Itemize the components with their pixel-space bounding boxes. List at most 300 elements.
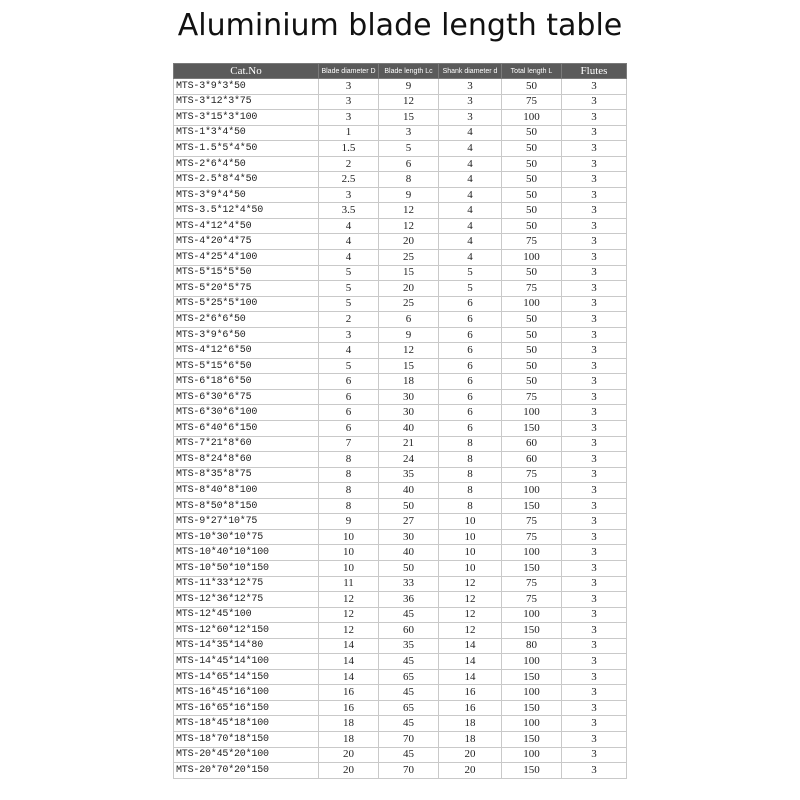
flutes-cell: 3 bbox=[562, 156, 627, 172]
cat-no-cell: MTS-10*40*10*100 bbox=[174, 545, 319, 561]
shank-diameter-cell: 18 bbox=[439, 731, 502, 747]
table-row bbox=[174, 79, 627, 95]
table-row bbox=[174, 141, 627, 157]
shank-diameter-cell: 6 bbox=[439, 327, 502, 343]
total-length-cell: 50 bbox=[502, 312, 562, 328]
cat-no-cell: MTS-8*24*8*60 bbox=[174, 452, 319, 468]
cat-no-cell: MTS-6*30*6*100 bbox=[174, 405, 319, 421]
shank-diameter-cell: 8 bbox=[439, 452, 502, 468]
table-row bbox=[174, 545, 627, 561]
table-row bbox=[174, 187, 627, 203]
cat-no-cell: MTS-8*50*8*150 bbox=[174, 498, 319, 514]
total-length-cell: 75 bbox=[502, 514, 562, 530]
blade-length-cell: 30 bbox=[379, 389, 439, 405]
blade-diameter-cell: 6 bbox=[319, 421, 379, 437]
table-row bbox=[174, 638, 627, 654]
blade-diameter-cell: 9 bbox=[319, 514, 379, 530]
shank-diameter-cell: 4 bbox=[439, 172, 502, 188]
table-row bbox=[174, 389, 627, 405]
blade-length-cell: 6 bbox=[379, 312, 439, 328]
blade-length-cell: 70 bbox=[379, 731, 439, 747]
blade-diameter-cell: 12 bbox=[319, 607, 379, 623]
table-row bbox=[174, 125, 627, 141]
total-length-cell: 150 bbox=[502, 731, 562, 747]
blade-length-cell: 25 bbox=[379, 250, 439, 266]
cat-no-cell: MTS-14*45*14*100 bbox=[174, 654, 319, 670]
blade-length-cell: 15 bbox=[379, 265, 439, 281]
shank-diameter-cell: 10 bbox=[439, 545, 502, 561]
shank-diameter-cell: 4 bbox=[439, 141, 502, 157]
total-length-cell: 50 bbox=[502, 141, 562, 157]
total-length-cell: 50 bbox=[502, 203, 562, 219]
total-length-cell: 50 bbox=[502, 374, 562, 390]
flutes-cell: 3 bbox=[562, 141, 627, 157]
flutes-cell: 3 bbox=[562, 374, 627, 390]
flutes-cell: 3 bbox=[562, 110, 627, 126]
blade-length-cell: 60 bbox=[379, 623, 439, 639]
blade-diameter-cell: 12 bbox=[319, 592, 379, 608]
blade-length-cell: 50 bbox=[379, 560, 439, 576]
blade-diameter-cell: 3 bbox=[319, 94, 379, 110]
blade-diameter-cell: 10 bbox=[319, 545, 379, 561]
table-row bbox=[174, 514, 627, 530]
flutes-cell: 3 bbox=[562, 654, 627, 670]
total-length-cell: 100 bbox=[502, 250, 562, 266]
blade-diameter-cell: 18 bbox=[319, 731, 379, 747]
cat-no-cell: MTS-2.5*8*4*50 bbox=[174, 172, 319, 188]
shank-diameter-cell: 6 bbox=[439, 358, 502, 374]
blade-diameter-cell: 4 bbox=[319, 218, 379, 234]
shank-diameter-cell: 18 bbox=[439, 716, 502, 732]
blade-diameter-cell: 11 bbox=[319, 576, 379, 592]
blade-length-cell: 65 bbox=[379, 700, 439, 716]
total-length-cell: 75 bbox=[502, 389, 562, 405]
blade-length-cell: 12 bbox=[379, 203, 439, 219]
blade-length-cell: 40 bbox=[379, 483, 439, 499]
cat-no-cell: MTS-6*18*6*50 bbox=[174, 374, 319, 390]
flutes-cell: 3 bbox=[562, 638, 627, 654]
blade-length-cell: 21 bbox=[379, 436, 439, 452]
blade-diameter-cell: 12 bbox=[319, 623, 379, 639]
shank-diameter-cell: 4 bbox=[439, 234, 502, 250]
total-length-cell: 150 bbox=[502, 669, 562, 685]
table-row bbox=[174, 685, 627, 701]
blade-diameter-cell: 5 bbox=[319, 358, 379, 374]
cat-no-cell: MTS-5*15*6*50 bbox=[174, 358, 319, 374]
table-row bbox=[174, 436, 627, 452]
flutes-cell: 3 bbox=[562, 125, 627, 141]
flutes-cell: 3 bbox=[562, 560, 627, 576]
table-row bbox=[174, 700, 627, 716]
cat-no-cell: MTS-10*30*10*75 bbox=[174, 529, 319, 545]
blade-length-cell: 12 bbox=[379, 218, 439, 234]
total-length-cell: 100 bbox=[502, 685, 562, 701]
blade-length-cell: 45 bbox=[379, 607, 439, 623]
flutes-cell: 3 bbox=[562, 731, 627, 747]
cat-no-cell: MTS-18*45*18*100 bbox=[174, 716, 319, 732]
blade-diameter-cell: 16 bbox=[319, 700, 379, 716]
cat-no-cell: MTS-5*15*5*50 bbox=[174, 265, 319, 281]
blade-length-cell: 5 bbox=[379, 141, 439, 157]
table-row bbox=[174, 669, 627, 685]
blade-diameter-cell: 2.5 bbox=[319, 172, 379, 188]
shank-diameter-cell: 8 bbox=[439, 498, 502, 514]
flutes-cell: 3 bbox=[562, 452, 627, 468]
flutes-cell: 3 bbox=[562, 312, 627, 328]
cat-no-cell: MTS-4*20*4*75 bbox=[174, 234, 319, 250]
shank-diameter-cell: 3 bbox=[439, 110, 502, 126]
cat-no-cell: MTS-3*9*3*50 bbox=[174, 79, 319, 95]
flutes-cell: 3 bbox=[562, 763, 627, 779]
cat-no-cell: MTS-11*33*12*75 bbox=[174, 576, 319, 592]
shank-diameter-cell: 6 bbox=[439, 389, 502, 405]
total-length-cell: 50 bbox=[502, 187, 562, 203]
table-row bbox=[174, 110, 627, 126]
total-length-cell: 150 bbox=[502, 560, 562, 576]
blade-diameter-cell: 8 bbox=[319, 483, 379, 499]
table-row bbox=[174, 747, 627, 763]
table-row bbox=[174, 218, 627, 234]
blade-length-cell: 45 bbox=[379, 654, 439, 670]
cat-no-cell: MTS-20*70*20*150 bbox=[174, 763, 319, 779]
table-row bbox=[174, 560, 627, 576]
blade-diameter-cell: 10 bbox=[319, 560, 379, 576]
blade-diameter-cell: 3 bbox=[319, 110, 379, 126]
table-row bbox=[174, 250, 627, 266]
blade-diameter-cell: 5 bbox=[319, 296, 379, 312]
flutes-cell: 3 bbox=[562, 576, 627, 592]
total-length-cell: 75 bbox=[502, 467, 562, 483]
total-length-cell: 100 bbox=[502, 545, 562, 561]
total-length-cell: 150 bbox=[502, 623, 562, 639]
table-row bbox=[174, 327, 627, 343]
cat-no-cell: MTS-3*9*6*50 bbox=[174, 327, 319, 343]
cat-no-cell: MTS-3.5*12*4*50 bbox=[174, 203, 319, 219]
blade-diameter-cell: 2 bbox=[319, 312, 379, 328]
table-row bbox=[174, 716, 627, 732]
flutes-cell: 3 bbox=[562, 250, 627, 266]
cat-no-cell: MTS-3*9*4*50 bbox=[174, 187, 319, 203]
flutes-cell: 3 bbox=[562, 79, 627, 95]
flutes-cell: 3 bbox=[562, 607, 627, 623]
blade-diameter-cell: 1 bbox=[319, 125, 379, 141]
header-shank-diameter: Shank diameter d bbox=[439, 64, 502, 79]
total-length-cell: 75 bbox=[502, 281, 562, 297]
blade-diameter-cell: 3 bbox=[319, 79, 379, 95]
blade-diameter-cell: 6 bbox=[319, 374, 379, 390]
header-flutes: Flutes bbox=[562, 64, 627, 79]
blade-length-cell: 30 bbox=[379, 405, 439, 421]
shank-diameter-cell: 12 bbox=[439, 592, 502, 608]
table-row bbox=[174, 156, 627, 172]
flutes-cell: 3 bbox=[562, 327, 627, 343]
total-length-cell: 75 bbox=[502, 94, 562, 110]
blade-length-cell: 9 bbox=[379, 187, 439, 203]
table-row bbox=[174, 296, 627, 312]
blade-length-cell: 18 bbox=[379, 374, 439, 390]
blade-length-cell: 20 bbox=[379, 234, 439, 250]
cat-no-cell: MTS-3*15*3*100 bbox=[174, 110, 319, 126]
flutes-cell: 3 bbox=[562, 716, 627, 732]
cat-no-cell: MTS-10*50*10*150 bbox=[174, 560, 319, 576]
table-row bbox=[174, 265, 627, 281]
shank-diameter-cell: 10 bbox=[439, 560, 502, 576]
total-length-cell: 100 bbox=[502, 110, 562, 126]
flutes-cell: 3 bbox=[562, 389, 627, 405]
cat-no-cell: MTS-5*20*5*75 bbox=[174, 281, 319, 297]
table-row bbox=[174, 498, 627, 514]
cat-no-cell: MTS-14*35*14*80 bbox=[174, 638, 319, 654]
blade-length-cell: 8 bbox=[379, 172, 439, 188]
total-length-cell: 50 bbox=[502, 79, 562, 95]
flutes-cell: 3 bbox=[562, 467, 627, 483]
flutes-cell: 3 bbox=[562, 421, 627, 437]
cat-no-cell: MTS-6*40*6*150 bbox=[174, 421, 319, 437]
shank-diameter-cell: 14 bbox=[439, 638, 502, 654]
header-cat-no: Cat.No bbox=[174, 64, 319, 79]
blade-length-table bbox=[173, 63, 627, 779]
flutes-cell: 3 bbox=[562, 685, 627, 701]
cat-no-cell: MTS-12*60*12*150 bbox=[174, 623, 319, 639]
table-body bbox=[174, 79, 627, 779]
page-title: Aluminium blade length table bbox=[177, 8, 623, 43]
table-row bbox=[174, 94, 627, 110]
shank-diameter-cell: 12 bbox=[439, 576, 502, 592]
total-length-cell: 50 bbox=[502, 265, 562, 281]
blade-length-cell: 45 bbox=[379, 685, 439, 701]
cat-no-cell: MTS-7*21*8*60 bbox=[174, 436, 319, 452]
total-length-cell: 150 bbox=[502, 700, 562, 716]
shank-diameter-cell: 6 bbox=[439, 343, 502, 359]
shank-diameter-cell: 14 bbox=[439, 669, 502, 685]
total-length-cell: 150 bbox=[502, 421, 562, 437]
blade-diameter-cell: 16 bbox=[319, 685, 379, 701]
blade-length-cell: 12 bbox=[379, 343, 439, 359]
table-row bbox=[174, 452, 627, 468]
shank-diameter-cell: 6 bbox=[439, 405, 502, 421]
flutes-cell: 3 bbox=[562, 405, 627, 421]
shank-diameter-cell: 6 bbox=[439, 296, 502, 312]
blade-diameter-cell: 14 bbox=[319, 638, 379, 654]
shank-diameter-cell: 4 bbox=[439, 156, 502, 172]
blade-diameter-cell: 8 bbox=[319, 452, 379, 468]
table-row bbox=[174, 203, 627, 219]
shank-diameter-cell: 14 bbox=[439, 654, 502, 670]
blade-length-cell: 36 bbox=[379, 592, 439, 608]
table-row bbox=[174, 607, 627, 623]
flutes-cell: 3 bbox=[562, 669, 627, 685]
cat-no-cell: MTS-4*12*6*50 bbox=[174, 343, 319, 359]
total-length-cell: 100 bbox=[502, 747, 562, 763]
shank-diameter-cell: 4 bbox=[439, 250, 502, 266]
table-row bbox=[174, 172, 627, 188]
table-row bbox=[174, 467, 627, 483]
shank-diameter-cell: 8 bbox=[439, 436, 502, 452]
table-row bbox=[174, 654, 627, 670]
blade-diameter-cell: 8 bbox=[319, 498, 379, 514]
cat-no-cell: MTS-1.5*5*4*50 bbox=[174, 141, 319, 157]
total-length-cell: 50 bbox=[502, 327, 562, 343]
table-row bbox=[174, 343, 627, 359]
table-row bbox=[174, 374, 627, 390]
flutes-cell: 3 bbox=[562, 218, 627, 234]
total-length-cell: 75 bbox=[502, 592, 562, 608]
cat-no-cell: MTS-2*6*4*50 bbox=[174, 156, 319, 172]
total-length-cell: 150 bbox=[502, 763, 562, 779]
flutes-cell: 3 bbox=[562, 747, 627, 763]
flutes-cell: 3 bbox=[562, 514, 627, 530]
cat-no-cell: MTS-14*65*14*150 bbox=[174, 669, 319, 685]
blade-diameter-cell: 20 bbox=[319, 747, 379, 763]
blade-length-cell: 20 bbox=[379, 281, 439, 297]
table-row bbox=[174, 234, 627, 250]
blade-length-cell: 45 bbox=[379, 747, 439, 763]
table-row bbox=[174, 731, 627, 747]
cat-no-cell: MTS-16*45*16*100 bbox=[174, 685, 319, 701]
table-header-row bbox=[174, 64, 627, 79]
blade-diameter-cell: 5 bbox=[319, 281, 379, 297]
total-length-cell: 80 bbox=[502, 638, 562, 654]
blade-diameter-cell: 3.5 bbox=[319, 203, 379, 219]
blade-length-cell: 50 bbox=[379, 498, 439, 514]
blade-length-cell: 45 bbox=[379, 716, 439, 732]
blade-diameter-cell: 6 bbox=[319, 389, 379, 405]
shank-diameter-cell: 16 bbox=[439, 685, 502, 701]
total-length-cell: 100 bbox=[502, 296, 562, 312]
cat-no-cell: MTS-4*12*4*50 bbox=[174, 218, 319, 234]
total-length-cell: 100 bbox=[502, 405, 562, 421]
cat-no-cell: MTS-1*3*4*50 bbox=[174, 125, 319, 141]
table-row bbox=[174, 576, 627, 592]
blade-length-cell: 65 bbox=[379, 669, 439, 685]
blade-diameter-cell: 18 bbox=[319, 716, 379, 732]
total-length-cell: 50 bbox=[502, 172, 562, 188]
flutes-cell: 3 bbox=[562, 592, 627, 608]
shank-diameter-cell: 12 bbox=[439, 623, 502, 639]
flutes-cell: 3 bbox=[562, 483, 627, 499]
blade-length-cell: 9 bbox=[379, 79, 439, 95]
flutes-cell: 3 bbox=[562, 296, 627, 312]
blade-length-cell: 35 bbox=[379, 467, 439, 483]
flutes-cell: 3 bbox=[562, 203, 627, 219]
blade-length-cell: 40 bbox=[379, 421, 439, 437]
total-length-cell: 75 bbox=[502, 529, 562, 545]
shank-diameter-cell: 6 bbox=[439, 374, 502, 390]
cat-no-cell: MTS-3*12*3*75 bbox=[174, 94, 319, 110]
shank-diameter-cell: 3 bbox=[439, 94, 502, 110]
blade-length-cell: 35 bbox=[379, 638, 439, 654]
shank-diameter-cell: 6 bbox=[439, 421, 502, 437]
table-row bbox=[174, 592, 627, 608]
blade-diameter-cell: 2 bbox=[319, 156, 379, 172]
blade-length-cell: 15 bbox=[379, 358, 439, 374]
blade-diameter-cell: 14 bbox=[319, 669, 379, 685]
blade-length-cell: 70 bbox=[379, 763, 439, 779]
blade-length-cell: 25 bbox=[379, 296, 439, 312]
flutes-cell: 3 bbox=[562, 700, 627, 716]
flutes-cell: 3 bbox=[562, 343, 627, 359]
flutes-cell: 3 bbox=[562, 545, 627, 561]
blade-length-cell: 27 bbox=[379, 514, 439, 530]
blade-diameter-cell: 8 bbox=[319, 467, 379, 483]
flutes-cell: 3 bbox=[562, 281, 627, 297]
table-row bbox=[174, 623, 627, 639]
cat-no-cell: MTS-12*36*12*75 bbox=[174, 592, 319, 608]
shank-diameter-cell: 4 bbox=[439, 218, 502, 234]
total-length-cell: 150 bbox=[502, 498, 562, 514]
blade-diameter-cell: 5 bbox=[319, 265, 379, 281]
table-row bbox=[174, 405, 627, 421]
flutes-cell: 3 bbox=[562, 187, 627, 203]
flutes-cell: 3 bbox=[562, 94, 627, 110]
blade-length-cell: 12 bbox=[379, 94, 439, 110]
shank-diameter-cell: 10 bbox=[439, 529, 502, 545]
shank-diameter-cell: 16 bbox=[439, 700, 502, 716]
total-length-cell: 50 bbox=[502, 156, 562, 172]
blade-diameter-cell: 1.5 bbox=[319, 141, 379, 157]
shank-diameter-cell: 6 bbox=[439, 312, 502, 328]
cat-no-cell: MTS-2*6*6*50 bbox=[174, 312, 319, 328]
table-row bbox=[174, 358, 627, 374]
blade-diameter-cell: 6 bbox=[319, 405, 379, 421]
cat-no-cell: MTS-16*65*16*150 bbox=[174, 700, 319, 716]
table-row bbox=[174, 483, 627, 499]
shank-diameter-cell: 20 bbox=[439, 747, 502, 763]
shank-diameter-cell: 4 bbox=[439, 203, 502, 219]
table-row bbox=[174, 421, 627, 437]
table-row bbox=[174, 312, 627, 328]
blade-diameter-cell: 4 bbox=[319, 234, 379, 250]
table-row bbox=[174, 281, 627, 297]
flutes-cell: 3 bbox=[562, 172, 627, 188]
cat-no-cell: MTS-6*30*6*75 bbox=[174, 389, 319, 405]
cat-no-cell: MTS-18*70*18*150 bbox=[174, 731, 319, 747]
blade-diameter-cell: 4 bbox=[319, 250, 379, 266]
blade-length-cell: 24 bbox=[379, 452, 439, 468]
blade-diameter-cell: 3 bbox=[319, 187, 379, 203]
cat-no-cell: MTS-20*45*20*100 bbox=[174, 747, 319, 763]
flutes-cell: 3 bbox=[562, 265, 627, 281]
total-length-cell: 75 bbox=[502, 234, 562, 250]
total-length-cell: 60 bbox=[502, 452, 562, 468]
cat-no-cell: MTS-8*35*8*75 bbox=[174, 467, 319, 483]
shank-diameter-cell: 3 bbox=[439, 79, 502, 95]
total-length-cell: 50 bbox=[502, 358, 562, 374]
table-row bbox=[174, 763, 627, 779]
flutes-cell: 3 bbox=[562, 436, 627, 452]
shank-diameter-cell: 8 bbox=[439, 483, 502, 499]
shank-diameter-cell: 4 bbox=[439, 125, 502, 141]
total-length-cell: 50 bbox=[502, 218, 562, 234]
blade-diameter-cell: 14 bbox=[319, 654, 379, 670]
header-blade-diameter: Blade diameter D bbox=[319, 64, 379, 79]
blade-diameter-cell: 4 bbox=[319, 343, 379, 359]
flutes-cell: 3 bbox=[562, 358, 627, 374]
flutes-cell: 3 bbox=[562, 234, 627, 250]
blade-diameter-cell: 7 bbox=[319, 436, 379, 452]
blade-diameter-cell: 10 bbox=[319, 529, 379, 545]
flutes-cell: 3 bbox=[562, 623, 627, 639]
cat-no-cell: MTS-9*27*10*75 bbox=[174, 514, 319, 530]
blade-length-cell: 3 bbox=[379, 125, 439, 141]
shank-diameter-cell: 5 bbox=[439, 281, 502, 297]
blade-length-cell: 33 bbox=[379, 576, 439, 592]
shank-diameter-cell: 4 bbox=[439, 187, 502, 203]
flutes-cell: 3 bbox=[562, 498, 627, 514]
total-length-cell: 50 bbox=[502, 343, 562, 359]
cat-no-cell: MTS-12*45*100 bbox=[174, 607, 319, 623]
cat-no-cell: MTS-4*25*4*100 bbox=[174, 250, 319, 266]
